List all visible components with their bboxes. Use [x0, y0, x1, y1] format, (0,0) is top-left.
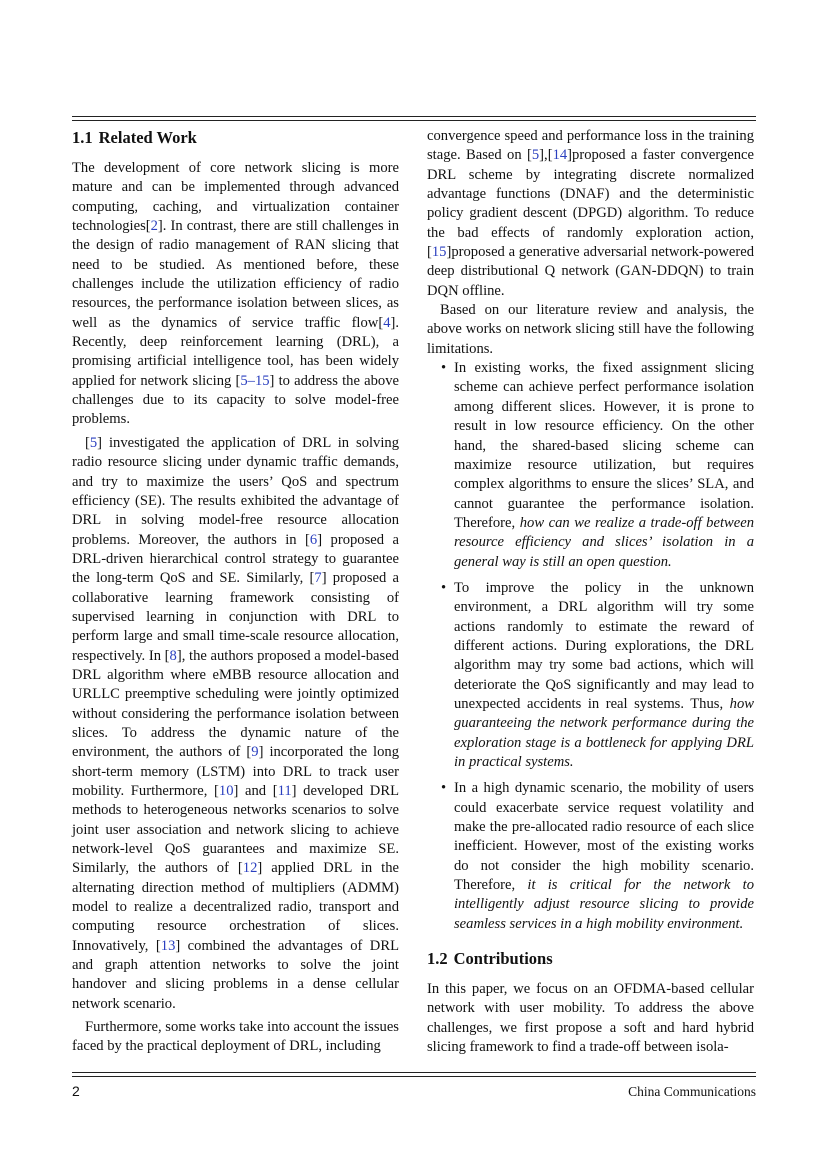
citation-link[interactable]: 6	[309, 531, 318, 548]
right-column-flow	[427, 127, 754, 1057]
section-heading-contributions	[427, 948, 754, 970]
bullet-icon: •	[441, 360, 447, 377]
list-item: • To improve the policy in the unknown environment, a DRL algorithm will try some actions randomly to estimate the reward of different actions. During explorations, the DRL algorithm may try some bad actions, which will deteriorate the QoS significantly and may lead to unexpected accidents in real systems. Thus, how guaranteeing the network performance during the exploration stage is a bottleneck for applying DRL in practical systems.	[441, 579, 754, 770]
citation-link[interactable]: 5	[89, 434, 98, 451]
list-item: • In existing works, the fixed assignment slicing scheme can achieve perfect performance isolation among different slices. However, it is prone to result in low resource efficiency. On the other hand, the shared-based slicing scheme can maximize resource utilization, but requires complex algorithms to ensure the slices’ SLA, and cannot guarantee the performance isolation. Therefore, how can we realize a trade-off between resource efficiency and slices’ isolation in a general way is still an open question.	[441, 360, 754, 570]
section-number: 1.1	[72, 128, 93, 147]
citation-link[interactable]: 11	[277, 783, 292, 799]
paragraph-contributions: In this paper, we focus on an OFDMA-based cellular network with user mobility. To address the above challenges, we first propose a soft and hard hybrid slicing framework to find a trade-off between isola-	[427, 981, 754, 1056]
list-item: • In a high dynamic scenario, the mobility of users could exacerbate service request volatility and make the pre-allocated radio resource of each slice inefficient. However, most of the existing works do not consider the high mobility scenario. Therefore, it is critical for the network to intelligently adjust resource slicing to provide seamless services in a high mobility environment.	[441, 780, 754, 932]
paragraph-deployment-issues-continued: convergence speed and performance loss in the training stage. Based on [5],[14]proposed a faster convergence DRL scheme by integrating discrete normalized advantage functions (DNAF) and the deterministic policy gradient descent (DPGD) algorithm. To reduce the bad effects of randomly exploration action, [15]proposed a generative adversarial network-powered deep distributional Q network (GAN-DDQN) to train DQN offline.	[427, 128, 754, 299]
section-heading-related-work	[72, 127, 399, 149]
paragraph-drl-works: [5] investigated the application of DRL in solving radio resource slicing under dynamic traffic demands, and try to maximize the users’ QoS and spectrum efficiency (SE). The results exhibited the advantage of DRL in solving model-free resource allocation problems. Moreover, the authors in [6] proposed a DRL-driven hierarchical control strategy to guarantee the long-term QoS and SE. Similarly, [7] proposed a collaborative learning framework consisting of supervised learning in conjunction with DRL to perform large and small time-scale resource allocation, respectively. In [8], the authors proposed a model-based DRL algorithm where eMBB resource allocation and URLLC preemptive scheduling were jointly optimized without considering the performance isolation between slices. To address the dynamic nature of the environment, the authors of [9] incorporated the long short-term memory (LSTM) into DRL to track user mobility. Furthermore, [10] and [11] developed DRL methods to heterogeneous networks scenarios to solve joint user association and network slicing to achieve network-level QoS guarantees and maximize SE. Similarly, the authors of [12] applied DRL in the alternating direction method of multipliers (ADMM) model to realize a decentralized radio, transport and computing resource orchestration of slices. Innovatively, [13] combined the advantages of DRL and graph attention networks to solve the joint handover and slicing problems in a dense cellular network scenario.	[72, 434, 400, 1012]
citation-link[interactable]: 13	[160, 937, 176, 954]
paragraph-core-slicing: The development of core network slicing is more mature and can be implemented through advanced computing, caching, and virtualization container technologies[2]. In contrast, there are still challenges in the design of radio management of RAN slicing that need to be studied. As mentioned before, these challenges include the utilization efficiency of radio resources, the performance isolation between slices, as well as the dynamics of service traffic flow[4]. Recently, deep reinforcement learning (DRL), a promising artificial intelligence tool, has been widely applied for network slicing [5–15] to address the above challenges due to its capacity to solve model-free problems.	[72, 160, 399, 428]
citation-link[interactable]: 10	[218, 783, 234, 799]
citation-link[interactable]: 8	[169, 647, 177, 664]
header-rule-thick	[72, 116, 756, 117]
journal-name: China Communications	[628, 1084, 756, 1099]
citation-link[interactable]: 7	[314, 570, 322, 587]
page-number: 2	[72, 1083, 80, 1099]
footer-rule-thin	[72, 1076, 756, 1077]
header-rule-thin	[72, 120, 756, 121]
section-title: Contributions	[453, 949, 553, 969]
section-number: 1.2	[427, 949, 448, 969]
paragraph-deployment-issues: Furthermore, some works take into account the issues faced by the practical deployment of DRL, including	[72, 1019, 399, 1055]
citation-link[interactable]: 12	[242, 860, 258, 877]
citation-link[interactable]: 5	[531, 147, 540, 164]
bullet-icon: •	[441, 579, 447, 596]
citation-link[interactable]: 5–15	[240, 372, 270, 389]
paragraph-limitations-intro: Based on our literature review and analysis, the above works on network slicing still have the following limitations.	[427, 302, 754, 357]
citation-link[interactable]: 4	[383, 314, 391, 331]
limitations-list	[427, 359, 754, 934]
citation-link[interactable]: 14	[552, 147, 568, 164]
bullet-icon: •	[441, 780, 447, 797]
citation-link[interactable]: 9	[251, 744, 259, 761]
section-title: Related Work	[98, 128, 197, 147]
citation-link[interactable]: 15	[431, 244, 447, 261]
left-column	[72, 127, 399, 1057]
footer-rule-thick	[72, 1072, 756, 1073]
citation-link[interactable]: 2	[150, 218, 158, 235]
